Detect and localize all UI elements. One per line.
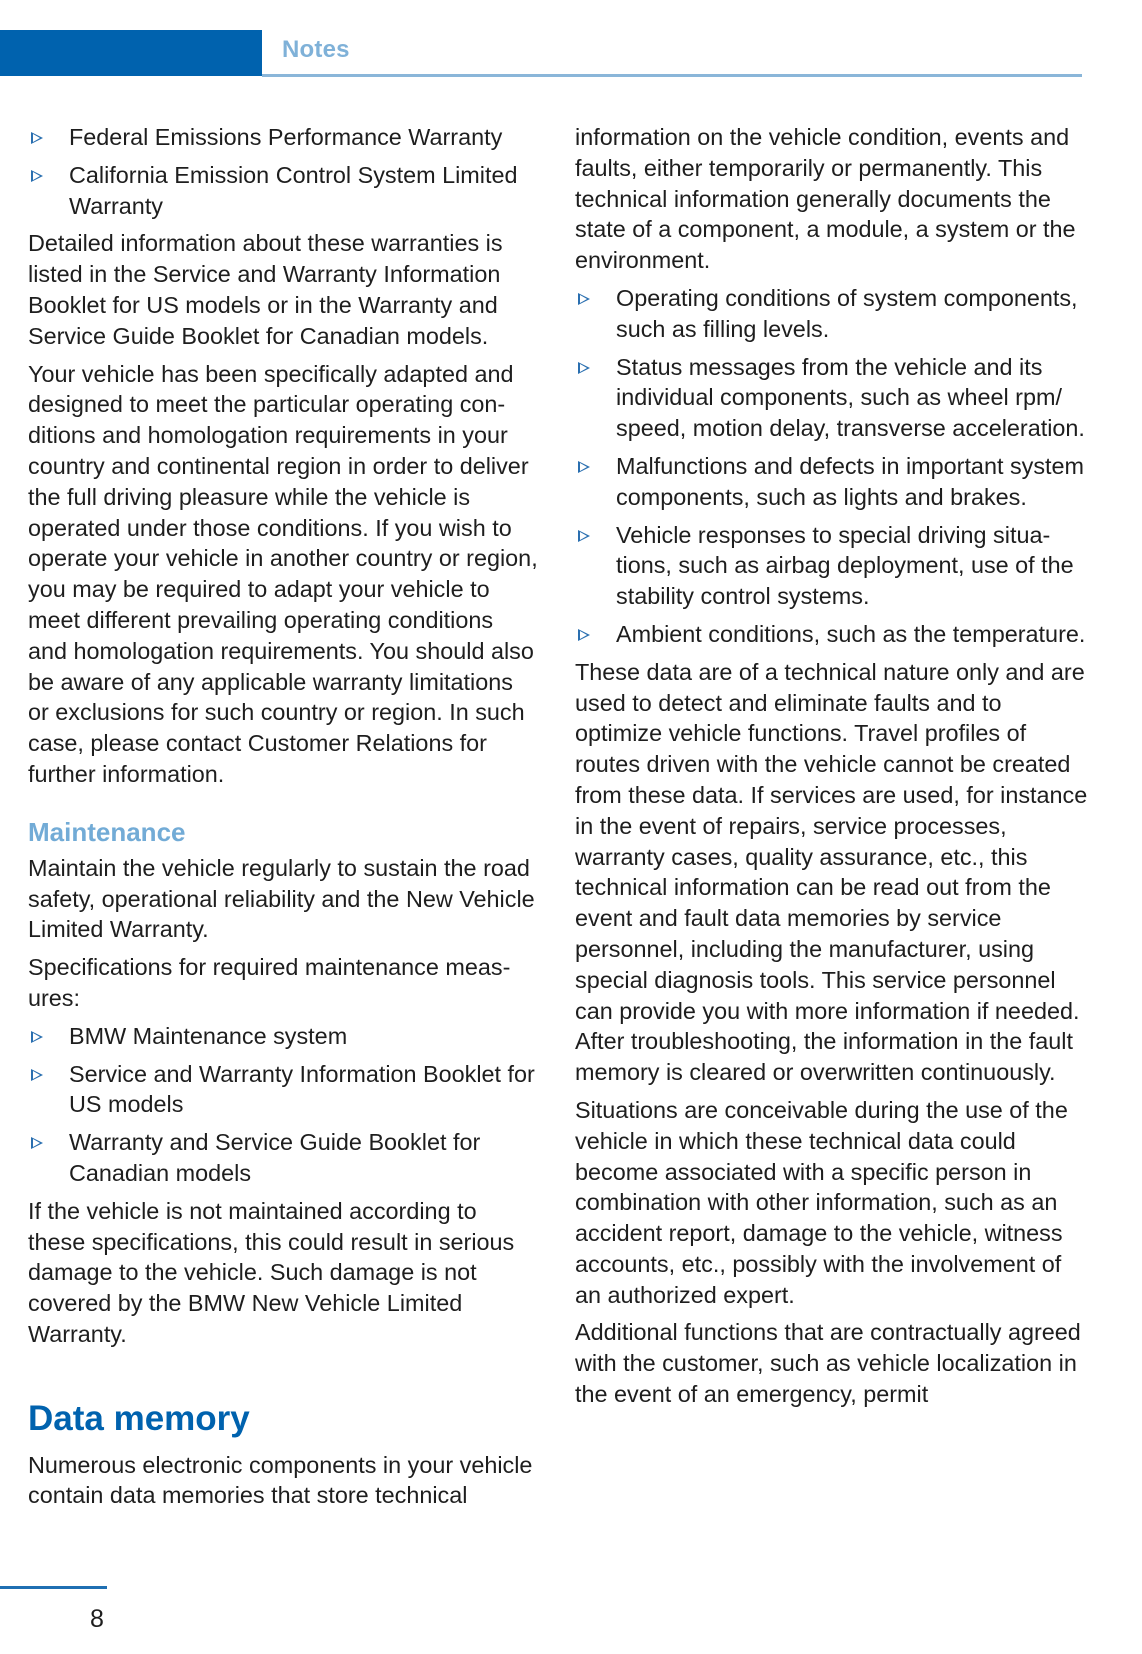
header-accent-bar [0,30,262,76]
footer-rule [0,1586,107,1589]
paragraph-additional-functions: Additional functions that are contractually agreed with the customer, such as vehicle localization in the event of an emergency, permit [575,1319,1081,1408]
list-item-text: Warranty and Service Guide Booklet for Canadian models [69,1129,481,1186]
bullet-triangle-icon [578,629,590,641]
right-column [575,122,1090,1417]
paragraph-maintenance-warning: If the vehicle is not maintained according to these specifications, this could result in serious damage to the vehicle. Such damage is not covered by the BMW New Vehicle Limited Warranty. [28,1197,515,1347]
bullet-triangle-icon [578,293,590,305]
list-item-text: Operating conditions of system components, such as filling levels. [616,284,1078,342]
paragraph-maintenance-intro: Maintain the vehicle regularly to sustain the road safety, operational reliability and the New Vehicle Limited Warranty. [28,854,535,943]
list-item [28,1021,538,1052]
list-item [28,160,538,222]
chapter-title: Notes [282,36,350,63]
bullet-triangle-icon [31,1137,43,1149]
list-item [575,352,1090,444]
list-item-text: Malfunctions and defects in important system components, such as lights and brakes. [616,452,1085,510]
list-item-text: Federal Emissions Performance Warranty [69,124,503,150]
list-item [575,619,1090,650]
list-item [575,520,1090,612]
bullet-triangle-icon [578,530,590,542]
paragraph-data-memory-intro: Numerous electronic components in your vehicle contain data memories that store technical [28,1451,533,1509]
list-item [28,122,538,153]
list-item-text: California Emission Control System Limited Warranty [69,161,518,219]
list-item-text: Status messages from the vehicle and its individual components, such as wheel rpm/ speed, motion delay, transverse acceleration. [616,353,1085,442]
paragraph-personal-association: Situations are conceivable during the use of the vehicle in which these technical data could become associated with a specific person in combination with other information, such as an accident report, damage to the vehicle, witness accounts, etc., possibly with the involvement of an authorized expert. [575,1096,1068,1308]
bullet-triangle-icon [578,362,590,374]
list-item [28,1127,538,1189]
paragraph-warranty-info: Detailed information about these warranties is listed in the Service and Warranty Information Booklet for US models or in the Warranty and Service Guide Booklet for Canadian models. [28,230,503,349]
bullet-triangle-icon [31,1069,43,1081]
list-item-text: Vehicle responses to special driving situations, such as airbag deployment, use of the stability control systems. [616,521,1074,610]
page-number: 8 [90,1605,104,1633]
bullet-triangle-icon [31,132,43,144]
left-column [28,122,538,1518]
paragraph-technical-nature: These data are of a technical nature only and are used to detect and eliminate faults and to optimize vehicle functions. Travel profiles of routes driven with the vehicle cannot be created from these data. If services are used, for instance in the event of repairs, service processes, warranty cases, quality assurance, etc., this technical information can be read out from the event and fault data memories by service personnel, including the manufacturer, using special diagnosis tools. This service personnel can provide you with more information if needed. After troubleshooting, the information in the fault memory is cleared or overwritten continuously. [575,658,1088,1086]
list-item [575,283,1090,345]
list-item [575,451,1090,513]
bullet-triangle-icon [31,1031,43,1043]
list-item-text: BMW Maintenance system [69,1022,348,1049]
paragraph-maintenance-specs: Specifications for required maintenance measures: [28,954,511,1011]
bullet-triangle-icon [31,170,43,182]
paragraph-vehicle-adaptation: Your vehicle has been specifically adapted and designed to meet the particular operating conditions and homologation requirements in your country and continental region in order to deliver the full driving pleasure while the vehicle is operated under those conditions. If you wish to operate your vehicle in another country or region, you may be required to adapt your vehicle to meet different prevailing operating conditions and homologation requirements. You should also be aware of any applicable warranty limitations or exclusions for such country or region. In such case, please contact Customer Relations for further information. [28,360,538,787]
list-item-text: Service and Warranty Information Booklet for US models [69,1060,535,1118]
list-item [28,1059,538,1121]
section-heading-data-memory: Data memory [28,1398,250,1438]
paragraph-technical-info: information on the vehicle condition, events and faults, either temporarily or permanently. This technical information generally documents the state of a component, a module, a system or the environment. [575,124,1076,274]
list-item-text: Ambient conditions, such as the temperature. [616,620,1086,647]
section-heading-maintenance: Maintenance [28,816,186,847]
header-rule [262,74,1082,77]
bullet-triangle-icon [578,461,590,473]
